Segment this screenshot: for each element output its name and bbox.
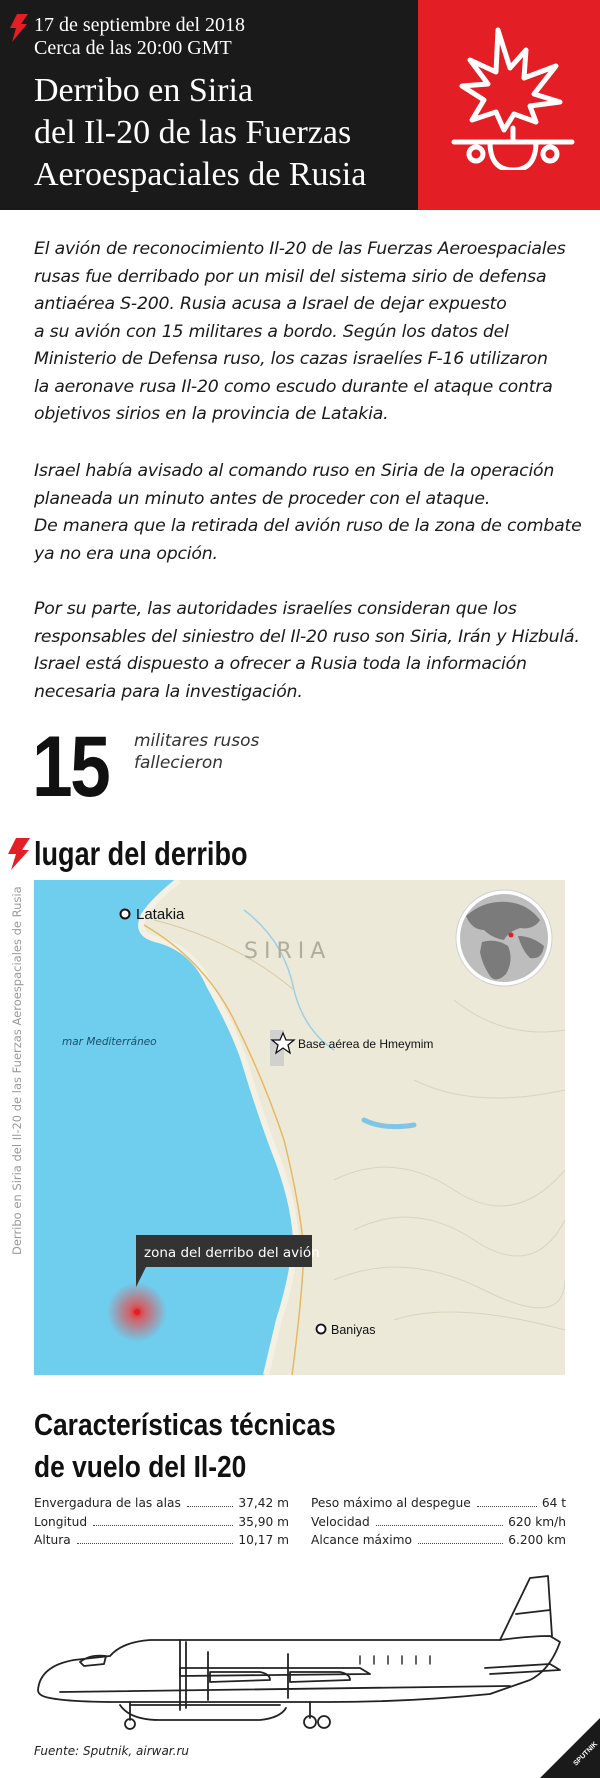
spec-value: 64 t [541, 1496, 566, 1510]
casualties-label [134, 730, 259, 774]
latakia-label: Latakia [136, 906, 185, 923]
airbase-label: Base aérea de Hmeymim [298, 1037, 434, 1051]
lightning-icon [8, 14, 28, 42]
spec-row [311, 1494, 566, 1513]
spec-label: Envergadura de las alas [34, 1496, 181, 1510]
sea-label: mar Mediterráneo [62, 1036, 157, 1048]
stat-label-line: fallecieron [134, 753, 224, 773]
logo-text: SPUTNIK [572, 1740, 600, 1768]
country-label: SIRIA [244, 939, 332, 964]
specs-left-column [34, 1494, 289, 1550]
spec-value: 35,90 m [238, 1514, 289, 1529]
spec-label: Alcance máximo [311, 1533, 412, 1547]
text-line: a su avión con 15 militares a bordo. Según los datos del [34, 321, 509, 342]
specs-heading-line: Características técnicas [34, 1407, 336, 1442]
spec-label: Longitud [34, 1514, 88, 1529]
crash-callout-label: zona del derribo del avión [144, 1245, 320, 1261]
text-line: antiaérea S-200. Rusia acusa a Israel de dejar expuesto [34, 294, 507, 314]
globe-inset [456, 890, 552, 986]
title-line: del Il-20 de las Fuerzas [34, 114, 352, 151]
source-credit: Fuente: Sputnik, airwar.ru [34, 1744, 189, 1758]
side-caption: Derribo en Siria del Il-20 de las Fuerzas Aeroespaciales de Rusia [10, 886, 24, 1255]
time-line: Cerca de las 20:00 GMT [34, 37, 232, 59]
casualties-number: 15 [32, 719, 109, 815]
date-time [34, 14, 245, 60]
text-line: la aeronave rusa Il-20 como escudo durante el ataque contra [34, 376, 553, 397]
spec-row [311, 1513, 566, 1532]
spec-row [34, 1494, 289, 1513]
text-line: responsables del siniestro del Il-20 ruso son Siria, Irán y Hizbulá. [34, 626, 580, 647]
spec-value: 10,17 m [238, 1533, 289, 1547]
spec-value: 37,42 m [238, 1496, 289, 1510]
spec-value: 6.200 km [508, 1533, 566, 1547]
specs-heading [34, 1404, 336, 1488]
page-title [34, 70, 366, 196]
il-20-plane-drawing [30, 1570, 575, 1735]
text-line: Ministerio de Defensa ruso, los cazas israelíes F-16 utilizaron [34, 349, 548, 369]
spec-row [311, 1531, 566, 1550]
spec-label: Peso máximo al despegue [311, 1496, 471, 1510]
text-line: Israel está dispuesto a ofrecer a Rusia toda la información [34, 654, 527, 674]
text-line: rusas fue derribado por un misil del sistema sirio de defensa [34, 266, 547, 287]
spec-label: Altura [34, 1533, 71, 1547]
airplane-explosion-icon [438, 20, 588, 170]
map-heading: lugar del derribo [34, 835, 248, 872]
text-line: ya no era una opción. [34, 543, 218, 564]
israel-warning-paragraph [34, 458, 582, 568]
title-line: Derribo en Siria [34, 72, 254, 109]
text-line: planeada un minuto antes de proceder con el ataque. [34, 488, 491, 509]
text-line: Por su parte, las autoridades israelíes consideran que los [34, 599, 517, 619]
text-line: Israel había avisado al comando ruso en Siria de la operación [34, 461, 555, 481]
title-line: Aeroespaciales de Rusia [34, 156, 367, 193]
date-line: 17 de septiembre del 2018 [34, 14, 246, 36]
header [0, 0, 600, 210]
sputnik-logo [540, 1718, 600, 1778]
latakia-marker [121, 910, 130, 919]
specs-right-column [311, 1494, 566, 1550]
spec-row [34, 1531, 289, 1550]
stat-label-line: militares rusos [134, 731, 260, 751]
text-line: objetivos sirios en la provincia de Latakia. [34, 404, 389, 424]
text-line: El avión de reconocimiento Il-20 de las Fuerzas Aeroespaciales [34, 239, 566, 259]
text-line: De manera que la retirada del avión ruso de la zona de combate [34, 516, 582, 536]
spec-label: Velocidad [311, 1514, 370, 1529]
text-line: necesaria para la investigación. [34, 681, 303, 702]
crash-site-map [34, 880, 565, 1375]
israel-position-paragraph [34, 596, 580, 706]
spec-value: 620 km/h [508, 1514, 566, 1529]
spec-row [34, 1513, 289, 1532]
baniyas-label: Baniyas [331, 1323, 376, 1337]
baniyas-marker [317, 1325, 326, 1334]
intro-paragraph [34, 236, 574, 429]
specs-heading-line: de vuelo del Il-20 [34, 1449, 247, 1484]
